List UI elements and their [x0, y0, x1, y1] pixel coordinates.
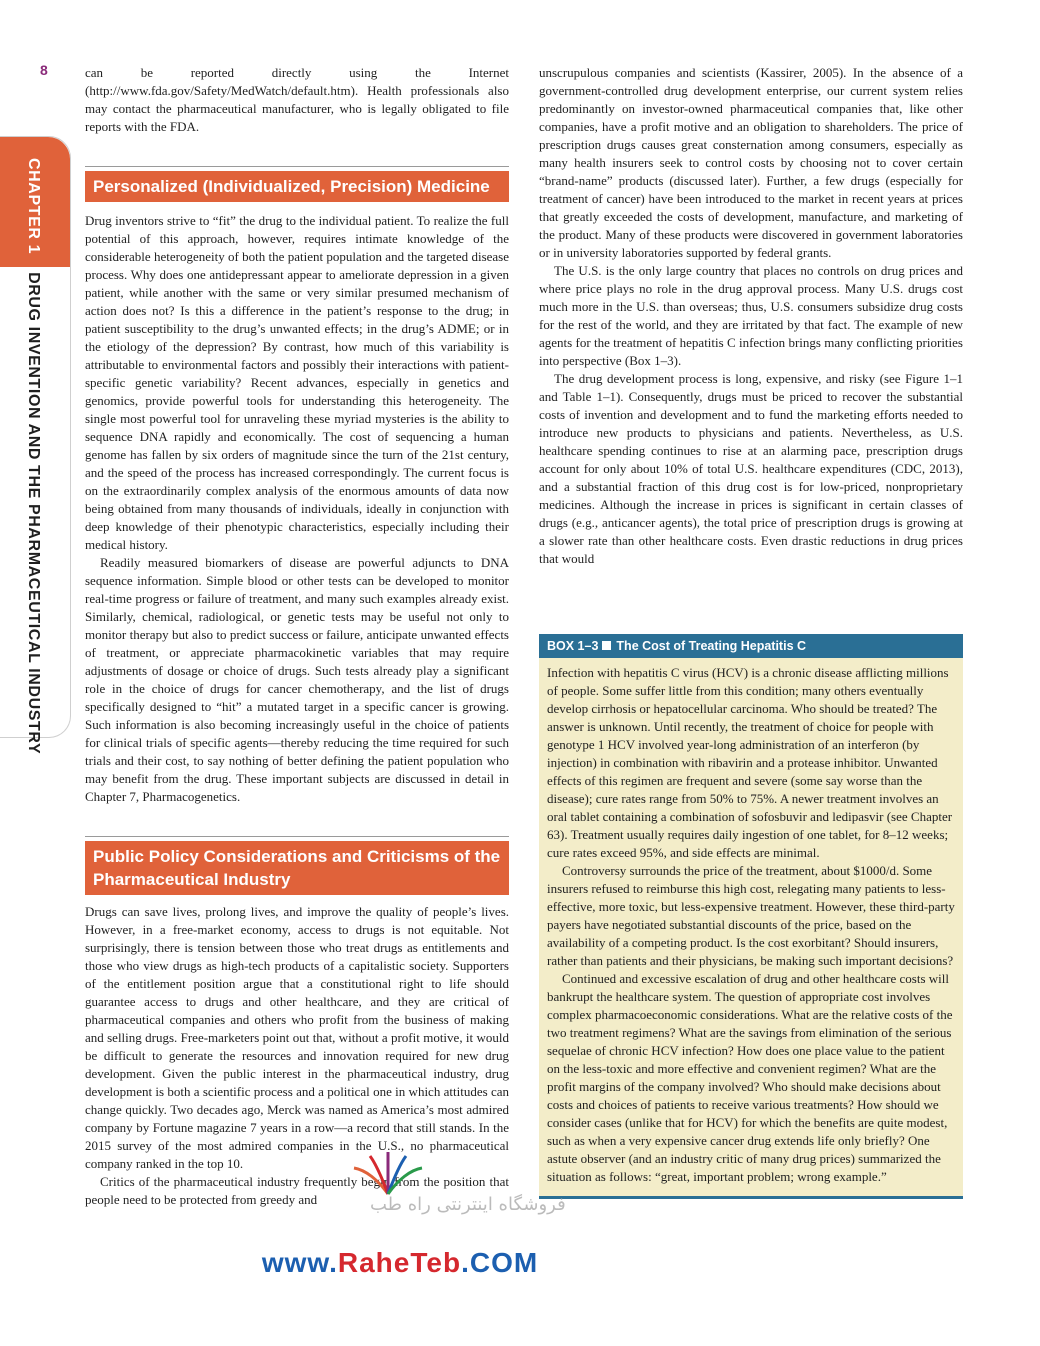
- page-number: 8: [40, 62, 48, 78]
- body-paragraph: The drug development process is long, expensive, and risky (see Figure 1–1 and Table 1–1). Consequently, drugs must be priced to recover the substantial costs of invention and development and to fund the marketing efforts needed to introduce new products to physicians and patients. Nevertheless, as U.S. healthcare spending continues to rise at an alarming pace, prescription drugs account for only about 10% of total U.S. healthcare expenditures (CDC, 2013), and a substantial fraction of this drug cost is for low-priced, nonproprietary medicines. Although the increase in prices is significant in certain classes of drugs (e.g., anticancer agents), the total price of prescription drugs is growing at a slower rate than other healthcare costs. Even drastic reductions in drug prices that would: [539, 371, 963, 566]
- watermark-url: [230, 1246, 570, 1280]
- watermark-logo-icon: [348, 1150, 428, 1196]
- body-paragraph: The U.S. is the only large country that places no controls on drug prices and where price plays no role in the drug approval process. Many U.S. drugs cost much more in the U.S. than overseas; thus, U.S. consumers subsidize drug costs for the rest of the world, and they are irritated by that fact. The example of new agents for the treatment of hepatitis C infection brings many conflicting priorities into perspective (Box 1–3).: [539, 263, 963, 368]
- body-paragraph: Drugs can save lives, prolong lives, and improve the quality of people’s lives. However, in a free-market economy, access to drugs is not equitable. Not surprisingly, there is tension between those who treat drugs as entitlements and those who view drugs as high-tech products of a capitalistic society. Supporters of the entitlement position argue that a constitutional right to life should guarantee access to drugs and other healthcare, and they are critical of pharmaceutical companies and others who profit from the business of making and selling drugs. Free-marketers point out that, without a profit motive, it would be difficult to generate the resources and innovation required for new drug development. Given the public interest in the pharmaceutical industry, drug development is both a scientific process and a political one in which attitudes can change quickly. Two decades ago, Merck was named as America’s most admired company by Fortune magazine 7 years in a row—a record that still stands. In the 2015 survey of the most admired companies in the U.S., no pharmaceutical company ranked in the top 10.: [85, 904, 509, 1171]
- watermark-brand: RaheTeb: [337, 1247, 462, 1278]
- watermark-persian-text: فروشگاه اینترنتی راه طب: [370, 1194, 566, 1215]
- chapter-label: CHAPTER 1: [25, 158, 42, 255]
- box-body: [539, 658, 963, 1196]
- section-rule: [85, 166, 509, 167]
- box-header: [539, 634, 963, 658]
- section-personalized-medicine: [85, 166, 509, 806]
- box-title: The Cost of Treating Hepatitis C: [616, 639, 807, 653]
- box-square-icon: [602, 641, 611, 650]
- body-paragraph: Readily measured biomarkers of disease are powerful adjuncts to DNA sequence information. Simple blood or other tests can be developed to monitor real-time progress or failure of treatment, and many such examples already exist. Similarly, chemical, radiological, or genetic tests may be useful not only to monitor therapy but also to predict success or failure, anticipate unwanted effects of treatment, or appreciate pharmacokinetic variables that may require adjustments of dosage or choice of drugs. Such tests already play a significant role in the choice of drugs for cancer chemotherapy, and the list of drugs specifically designed to “hit” a mutated target in a specific cancer is growing. Such information is also becoming increasingly useful in the choice of patients for clinical trials of specific agents—thereby reducing the time required for such trials and their cost, to say nothing of better defining the patient population who may benefit from the drug. These important subjects are discussed in detail in Chapter 7, Pharmacogenetics.: [85, 555, 509, 804]
- body-paragraph: Critics of the pharmaceutical industry frequently begin from the position that people need to be protected from greedy and: [85, 1174, 509, 1207]
- left-column: [85, 64, 509, 1219]
- watermark-tld: .COM: [461, 1247, 539, 1278]
- section-heading: Public Policy Considerations and Criticisms of the Pharmaceutical Industry: [85, 841, 509, 895]
- chapter-side-text: [20, 158, 46, 755]
- right-column: [539, 64, 963, 568]
- watermark-www: www.: [261, 1247, 338, 1278]
- body-paragraph: unscrupulous companies and scientists (Kassirer, 2005). In the absence of a government-controlled drug development enterprise, our current system relies predominantly on investor-owned pharmaceutical companies that, like other companies, have a profit motive and an obligation to shareholders. The price of prescription drugs causes great consternation among consumers, especially as many health insurers seek to control costs by choosing not to cover certain “brand-name” products (discussed later). Further, a few drugs (especially for treatment of cancer) have been introduced to the market in recent years at prices that greatly exceeded the costs of development, manufacture, and marketing of the product. Many of these products were discovered in government laboratories or in university laboratories supported by federal grants.: [539, 65, 963, 260]
- section-heading: Personalized (Individualized, Precision) Medicine: [85, 171, 509, 202]
- section-rule: [85, 836, 509, 837]
- intro-paragraph: can be reported directly using the Internet (http://www.fda.gov/Safety/MedWatch/default.htm). Health professionals also may contact the pharmaceutical manufacturer, who is legally obligated to file reports with the FDA.: [85, 65, 509, 134]
- watermark: [230, 1150, 570, 1280]
- box-paragraph: Controversy surrounds the price of the treatment, about $1000/d. Some insurers refused to reimburse this high cost, relegating many patients to less-effective, more toxic, but less-expensive treatment. However, these third-party payers have negotiated substantial discounts of the price, based on the availability of a competing product. Is the cost exorbitant? Should insurers, rather than patients and their physicians, be making such important decisions?: [547, 863, 955, 968]
- body-paragraph: Drug inventors strive to “fit” the drug to the individual patient. To realize the full potential of this approach, however, requires intimate knowledge of the considerable heterogeneity of both the patient population and the targeted disease process. Why does one antidepressant appear to ameliorate depression in a given patient, while another with the same or very similar presumed mechanism of action does not? Is this a difference in the patient’s response to the drug; in patient susceptibility to the drug’s unwanted effects; in the drug’s ADME; or in the etiology of the depression? By contrast, how much of this variability is attributable to environmental factors and possibly their interactions with patient-specific genetic variability? Recent advances, especially in genetics and genomics, provide powerful tools for understanding this heterogeneity. The single most powerful tool for unraveling these myriad mysteries is the ability to sequence DNA rapidly and economically. The cost of sequencing a human genome has fallen by six orders of magnitude since the turn of the 21st century, and the speed of the process has increased correspondingly. The current focus is on the extraordinarily complex analysis of the enormous amounts of data now being obtained from many thousands of individuals, ideally in conjunction with deep knowledge of their phenotypic characteristics, especially including their medical history.: [85, 213, 509, 552]
- box-hepatitis-c: [539, 634, 963, 1199]
- chapter-title: DRUG INVENTION AND THE PHARMACEUTICAL INDUSTRY: [25, 272, 42, 755]
- box-paragraph: Infection with hepatitis C virus (HCV) is a chronic disease afflicting millions of people. Some suffer little from this condition; many others eventually develop cirrhosis or hepatocellular carcinoma. Who should be treated? The answer is unknown. Until recently, the treatment of choice for people with genotype 1 HCV involved year-long administration of an interferon (by injection) in combination with ribavirin and a protease inhibitor. Unwanted effects of this regimen are frequent and severe (some say worse than the disease); cure rates range from 50% to 75%. A newer treatment involves an oral tablet containing a combination of sofosbuvir and ledipasvir (see Chapter 63). Treatment usually requires daily ingestion of one tablet, for 8–12 weeks; cure rates exceed 95%, and side effects are minimal.: [547, 665, 953, 860]
- box-paragraph: Continued and excessive escalation of drug and other healthcare costs will bankrupt the healthcare system. The question of appropriate cost involves complex pharmacoeconomic considerations. What are the relative costs of the two treatment regimens? What are the savings from elimination of the serious sequelae of chronic HCV infection? How does one place value to the patient on the less-toxic and more effective and convenient regimen? What are the profit margins of the company involved? Who should make decisions about costs and choices of patients to receive various treatments? How should we consider cases (unlike that for HCV) for which the benefits are quite modest, such as when a very expensive cancer drug extends life only briefly? One astute observer (and an industry critic of many drug prices) summarized the situation as follows: “great, important problem; wrong example.”: [547, 971, 953, 1184]
- box-label: BOX 1–3: [547, 639, 599, 653]
